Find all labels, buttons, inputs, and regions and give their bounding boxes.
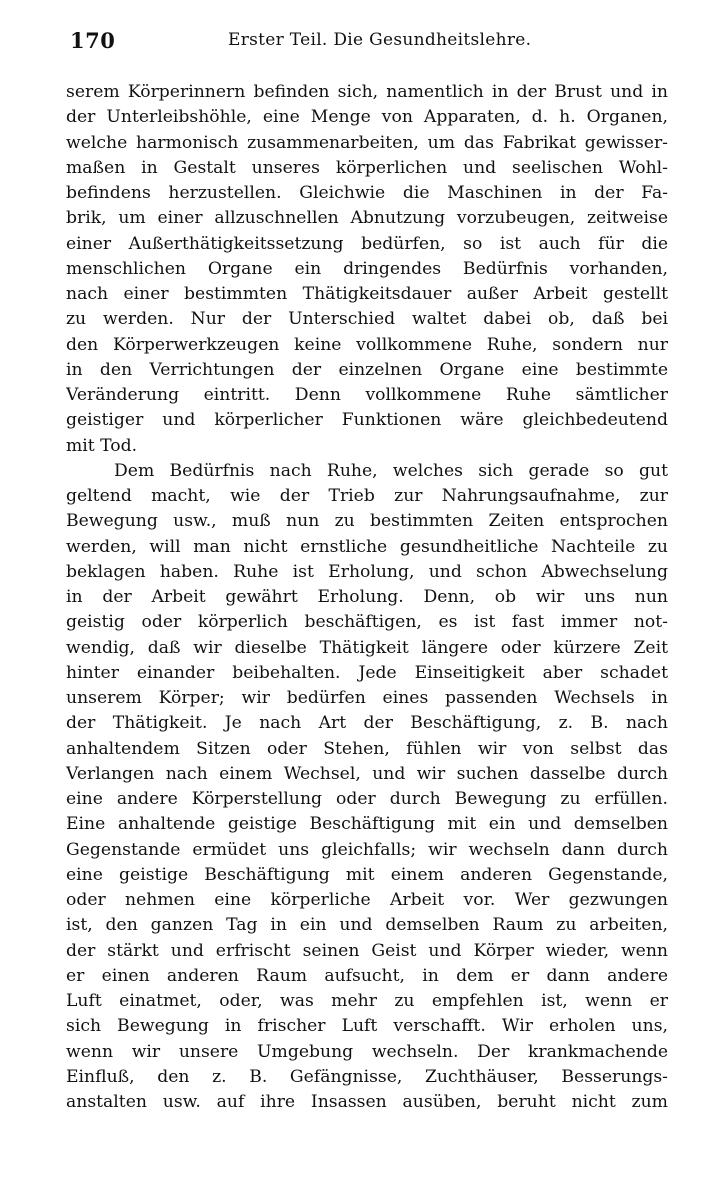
text-line: einer Außerthätigkeitssetzung bedürfen, so ist auch für die [66,233,668,254]
text-line: Eine anhaltende geistige Beschäftigung mit ein und demselben [66,814,668,835]
text-line: Gegenstande ermüdet uns gleichfalls; wir wechseln dann durch [66,839,668,860]
text-line: maßen in Gestalt unseres körperlichen und seelischen Wohl- [66,157,668,178]
text-line: hinter einander beibehalten. Jede Einseitigkeit aber schadet [66,662,668,683]
text-line: geistiger und körperlicher Funktionen wäre gleichbedeutend [66,410,668,431]
text-line: unserem Körper; wir bedürfen eines passenden Wechsels in [66,688,668,708]
text-line: befindens herzustellen. Gleichwie die Maschinen in der Fa- [66,183,668,203]
text-line: geistig oder körperlich beschäftigen, es ist fast immer not- [66,612,668,633]
text-line: der Thätigkeit. Je nach Art der Beschäftigung, z. B. nach [66,713,668,734]
text-line: menschlichen Organe ein dringendes Bedürfnis vorhanden, [66,258,668,279]
text-line: anhaltendem Sitzen oder Stehen, fühlen wir von selbst das [66,738,668,759]
text-line: der Unterleibshöhle, eine Menge von Apparaten, d. h. Organen, [66,107,668,128]
text-line: er einen anderen Raum aufsucht, in dem er dann andere [66,965,668,986]
text-line: Bewegung usw., muß nun zu bestimmten Zeiten entsprochen [66,511,668,532]
text-line: ist, den ganzen Tag in ein und demselben Raum zu arbeiten, [66,915,668,936]
paragraph-1 [66,80,668,459]
text-line: werden, will man nicht ernstliche gesundheitliche Nachteile zu [66,536,668,557]
text-line: in den Verrichtungen der einzelnen Organe eine bestimmte [66,359,668,380]
page-number: 170 [70,28,116,53]
text-line: anstalten usw. auf ihre Insassen ausüben, beruht nicht zum [66,1092,668,1112]
page-header [70,28,667,58]
text-line: zu werden. Nur der Unterschied waltet dabei ob, daß bei [66,309,668,330]
text-line: mit Tod. [66,435,138,456]
text-line: Verlangen nach einem Wechsel, und wir suchen dasselbe durch [66,763,668,784]
text-line: beklagen haben. Ruhe ist Erholung, und schon Abwechselung [66,561,668,582]
text-line: in der Arbeit gewährt Erholung. Denn, ob wir uns nun [66,587,668,607]
text-line: Einfluß, den z. B. Gefängnisse, Zuchthäuser, Besserungs- [66,1066,668,1087]
body-text [66,80,668,1115]
text-line: brik, um einer allzuschnellen Abnutzung vorzubeugen, zeitweise [66,208,668,229]
text-line: sich Bewegung in frischer Luft verschafft. Wir erholen uns, [66,1016,668,1037]
text-line: Luft einatmet, oder, was mehr zu empfehlen ist, wenn er [66,991,668,1011]
text-line: Veränderung eintritt. Denn vollkommene Ruhe sämtlicher [66,385,668,405]
running-head: Erster Teil. Die Gesundheitslehre. [228,30,532,50]
text-line: der stärkt und erfrischt seinen Geist und Körper wieder, wenn [66,940,668,961]
text-line: geltend macht, wie der Trieb zur Nahrungsaufnahme, zur [66,486,668,506]
paragraph-2 [66,459,668,1116]
text-line: oder nehmen eine körperliche Arbeit vor. Wer gezwungen [66,890,668,910]
text-line: wendig, daß wir dieselbe Thätigkeit längere oder kürzere Zeit [66,637,668,658]
text-line: welche harmonisch zusammenarbeiten, um das Fabrikat gewisser- [66,132,668,153]
text-line: den Körperwerkzeugen keine vollkommene Ruhe, sondern nur [66,334,668,355]
text-line: eine andere Körperstellung oder durch Bewegung zu erfüllen. [66,789,668,809]
text-line: Dem Bedürfnis nach Ruhe, welches sich gerade so gut [114,460,668,481]
text-line: serem Körperinnern befinden sich, namentlich in der Brust und in [66,82,668,102]
text-line: wenn wir unsere Umgebung wechseln. Der krankmachende [66,1041,668,1062]
text-line: eine geistige Beschäftigung mit einem anderen Gegenstande, [66,864,668,885]
text-line: nach einer bestimmten Thätigkeitsdauer außer Arbeit gestellt [66,284,668,304]
